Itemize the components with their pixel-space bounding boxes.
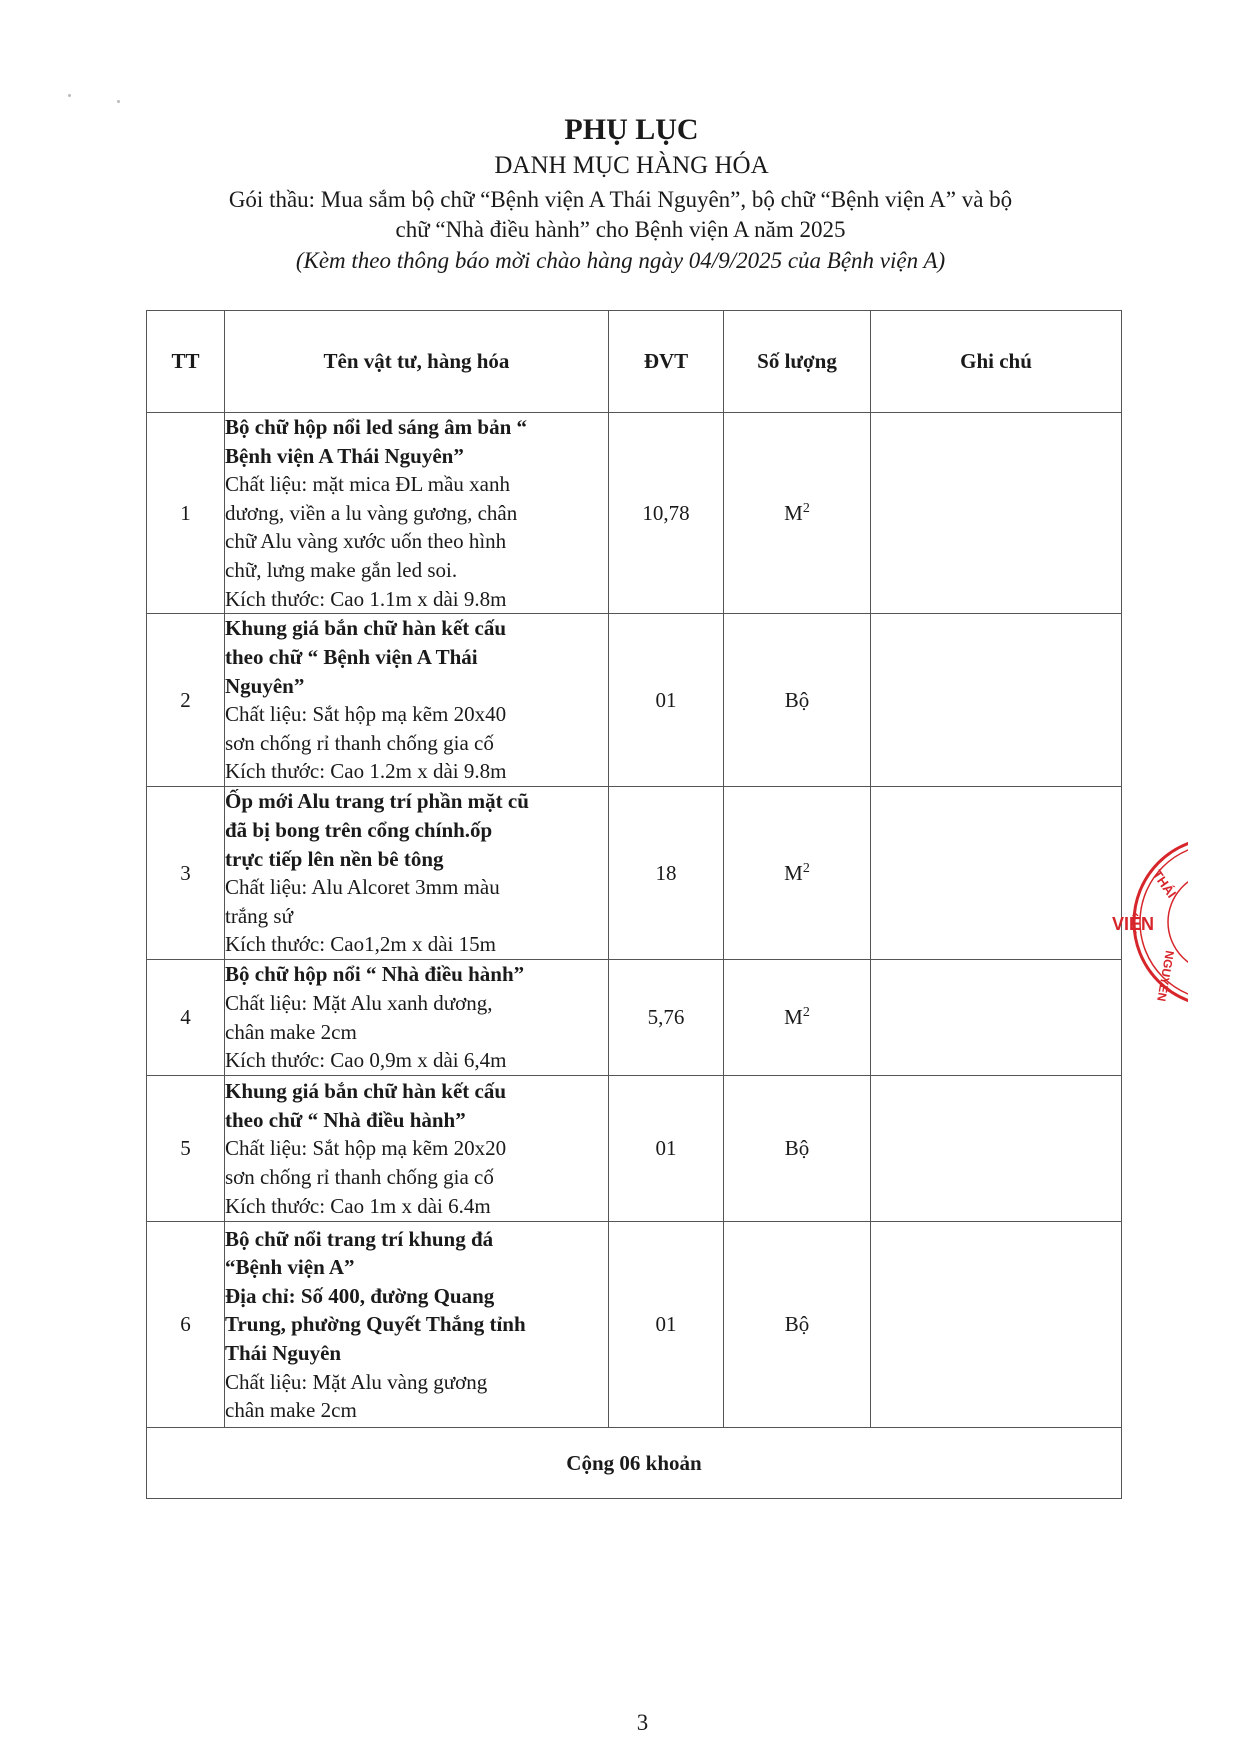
item-quantity-superscript: 2 <box>802 860 810 876</box>
column-header-unit: ĐVT <box>609 311 724 413</box>
item-quantity-cell <box>724 1076 871 1222</box>
item-name-bold-line: Nguyên” <box>225 673 305 698</box>
scan-speck <box>68 94 71 97</box>
stamp-text-1: VIỆN <box>1112 914 1155 934</box>
column-header-name: Tên vật tư, hàng hóa <box>225 311 609 413</box>
item-spec-line: chân make 2cm <box>225 1019 357 1044</box>
item-name-bold-line: Ốp mới Alu trang trí phần mặt cũ <box>225 789 529 814</box>
column-header-note: Ghi chú <box>871 311 1122 413</box>
item-name-bold-line: Khung giá bắn chữ hàn kết cấu <box>225 1079 507 1104</box>
item-spec-line: Chất liệu: Mặt Alu xanh dương, <box>225 991 493 1016</box>
item-name-cell <box>225 413 609 614</box>
item-note <box>871 614 1122 787</box>
item-note <box>871 413 1122 614</box>
item-spec-line: chữ, lưng make gắn led soi. <box>225 557 458 582</box>
scan-speck <box>117 100 120 103</box>
item-name-bold-line: Thái Nguyên <box>225 1340 342 1365</box>
item-spec-line: Kích thước: Cao 1.1m x dài 9.8m <box>225 586 507 611</box>
official-stamp <box>1108 822 1188 1022</box>
item-spec-line: chân make 2cm <box>225 1398 357 1423</box>
item-note <box>871 1222 1122 1428</box>
item-name-bold-line: Địa chỉ: Số 400, đường Quang <box>225 1283 495 1308</box>
item-note <box>871 960 1122 1076</box>
item-name-bold-line: theo chữ “ Bệnh viện A Thái <box>225 644 478 669</box>
item-name-bold-line: Bộ chữ hộp nổi “ Nhà điều hành” <box>225 962 525 987</box>
item-spec-line: sơn chống rỉ thanh chống gia cố <box>225 730 494 755</box>
item-quantity-cell <box>724 960 871 1076</box>
item-name-bold-line: Bộ chữ hộp nổi led sáng âm bản “ <box>225 415 528 439</box>
item-spec-line: Kích thước: Cao 0,9m x dài 6,4m <box>225 1048 507 1073</box>
item-unit: 01 <box>609 1222 724 1428</box>
item-unit: 01 <box>609 614 724 787</box>
table-row <box>147 1076 1122 1222</box>
column-header-quantity: Số lượng <box>724 311 871 413</box>
table-body <box>147 413 1122 1499</box>
item-quantity-superscript: 2 <box>802 500 810 516</box>
attachment-note: (Kèm theo thông báo mời chào hàng ngày 04/9/2025 của Bệnh viện A) <box>295 248 946 273</box>
stamp-seal-icon <box>1108 822 1188 1022</box>
item-quantity-superscript: 2 <box>802 1005 810 1021</box>
item-spec-line: sơn chống rỉ thanh chống gia cố <box>225 1164 494 1189</box>
item-quantity: Bộ <box>784 1136 810 1161</box>
item-name-cell <box>225 1076 609 1222</box>
item-spec-line: Kích thước: Cao 1.2m x dài 9.8m <box>225 759 507 784</box>
item-note <box>871 787 1122 960</box>
row-number: 1 <box>147 413 225 614</box>
item-quantity-cell <box>724 614 871 787</box>
table-row <box>147 787 1122 960</box>
table-row <box>147 413 1122 614</box>
item-name-bold-line: trực tiếp lên nền bê tông <box>225 846 444 871</box>
item-quantity-cell <box>724 413 871 614</box>
item-spec-line: chữ Alu vàng xước uốn theo hình <box>225 529 507 554</box>
row-number: 2 <box>147 614 225 787</box>
item-spec-line: Kích thước: Cao1,2m x dài 15m <box>225 932 496 957</box>
item-quantity-cell <box>724 787 871 960</box>
item-name-bold-line: Khung giá bắn chữ hàn kết cấu <box>225 616 507 641</box>
item-quantity: Bộ <box>784 1312 810 1337</box>
item-unit: 01 <box>609 1076 724 1222</box>
item-unit: 5,76 <box>609 960 724 1076</box>
item-quantity: M <box>784 860 803 885</box>
table-row <box>147 960 1122 1076</box>
item-spec-line: dương, viền a lu vàng gương, chân <box>225 500 518 525</box>
item-quantity: M <box>784 1005 803 1030</box>
item-spec-line: Chất liệu: Mặt Alu vàng gương <box>225 1369 488 1394</box>
page-subtitle: DANH MỤC HÀNG HÓA <box>494 152 769 179</box>
item-spec-line: trắng sứ <box>225 903 293 928</box>
item-name-bold-line: Trung, phường Quyết Thắng tỉnh <box>225 1312 526 1337</box>
item-name-bold-line: “Bệnh viện A” <box>225 1255 355 1280</box>
table-total-row <box>147 1428 1122 1499</box>
item-quantity-cell <box>724 1222 871 1428</box>
document-header <box>0 112 1241 276</box>
item-spec-line: Chất liệu: Alu Alcoret 3mm màu <box>225 875 500 900</box>
item-name-bold-line: đã bị bong trên cổng chính.ốp <box>225 817 493 842</box>
table-header-row <box>147 311 1122 413</box>
item-name-cell <box>225 787 609 960</box>
row-number: 5 <box>147 1076 225 1222</box>
stamp-text-2: THÁI <box>1149 867 1180 901</box>
table-row <box>147 614 1122 787</box>
item-name-bold-line: theo chữ “ Nhà điều hành” <box>225 1107 466 1132</box>
stamp-text-3: NGUYÊN <box>1154 949 1177 1003</box>
table-row <box>147 1222 1122 1428</box>
page-title: PHỤ LỤC <box>564 113 699 146</box>
goods-table <box>146 310 1122 1499</box>
item-quantity: M <box>784 500 803 525</box>
item-unit: 10,78 <box>609 413 724 614</box>
item-quantity: Bộ <box>784 687 810 712</box>
page-number: 3 <box>636 1710 649 1735</box>
item-spec-line: Chất liệu: Sắt hộp mạ kẽm 20x40 <box>225 702 507 727</box>
item-unit: 18 <box>609 787 724 960</box>
row-number: 4 <box>147 960 225 1076</box>
package-line-2: chữ “Nhà điều hành” cho Bệnh viện A năm 2025 <box>395 217 846 242</box>
total-label: Cộng 06 khoản <box>147 1428 1122 1499</box>
item-note <box>871 1076 1122 1222</box>
item-spec-line: Chất liệu: Sắt hộp mạ kẽm 20x20 <box>225 1136 507 1161</box>
item-spec-line: Chất liệu: mặt mica ĐL mầu xanh <box>225 472 510 497</box>
item-name-cell <box>225 960 609 1076</box>
row-number: 3 <box>147 787 225 960</box>
item-name-bold-line: Bộ chữ nổi trang trí khung đá <box>225 1226 494 1251</box>
item-name-cell <box>225 1222 609 1428</box>
item-name-cell <box>225 614 609 787</box>
item-spec-line: Kích thước: Cao 1m x dài 6.4m <box>225 1193 491 1218</box>
row-number: 6 <box>147 1222 225 1428</box>
column-header-tt: TT <box>147 311 225 413</box>
package-line-1: Gói thầu: Mua sắm bộ chữ “Bệnh viện A Thái Nguyên”, bộ chữ “Bệnh viện A” và bộ <box>228 187 1013 212</box>
item-name-bold-line: Bệnh viện A Thái Nguyên” <box>225 443 464 468</box>
